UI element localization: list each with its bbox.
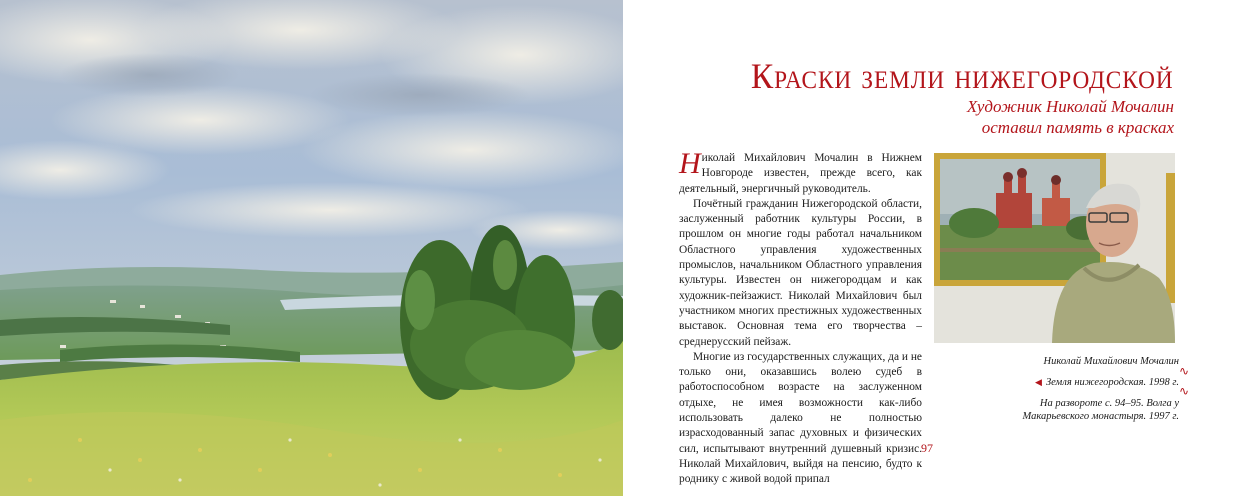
- subtitle-line: Художник Николай Мочалин: [966, 97, 1174, 116]
- dropcap: Н: [679, 147, 701, 180]
- paragraph: Многие из государственных служащих, да и не только они, оказавшись волею судеб в работоспособном возрасте на заслуженном отдыхе, не имея возможности как-либо использовать далеко не полностью израсходованный запас духовных и физических сил, испытывают внутренний душевный кризис. Николай Михайлович, выйдя на пенсию, будто к роднику с живой водой припал: [679, 350, 922, 486]
- article-title: Краски земли нижегородской: [751, 56, 1174, 96]
- portrait-caption: Николай Михайлович Мочалин: [1043, 356, 1179, 367]
- subtitle-line: оставил память в красках: [981, 118, 1174, 137]
- spread-caption: На развороте с. 94–95. Волга у Макарьевского монастыря. 1997 г.: [1022, 398, 1179, 422]
- paragraph: Почётный гражданин Нижегородской области, заслуженный работник культуры России, в прошлом он многие годы работал начальником Областного управления художественных промыслов, начальником Областного управления культуры. Известен он нижегородцам и как художник-пейзажист. Николай Михайлович был участником многих престижных художественных выставок. Основная тема его творчества – среднерусский пейзаж.: [679, 197, 922, 348]
- landscape-painting: [0, 0, 623, 496]
- portrait-art: [934, 153, 1175, 343]
- triangle-left-icon: ◀: [1035, 377, 1042, 387]
- article-subtitle: [967, 96, 1174, 138]
- artist-portrait-photo: [934, 153, 1175, 343]
- paragraph: [679, 147, 922, 197]
- page-number: 97: [921, 441, 933, 455]
- caption-text: Земля нижегородская. 1998 г.: [1045, 377, 1179, 388]
- article-body: [679, 147, 922, 488]
- text-page: [623, 0, 1247, 496]
- paragraph-text: иколай Михайлович Мочалин в Нижнем Новгороде известен, прежде всего, как деятельный, энергичный руководитель.: [679, 152, 922, 195]
- inset-painting-caption: [1035, 377, 1179, 388]
- painting-art: [0, 0, 623, 496]
- swirl-ornament-icon: ∿: [1179, 364, 1190, 378]
- swirl-ornament-icon: ∿: [1179, 384, 1190, 398]
